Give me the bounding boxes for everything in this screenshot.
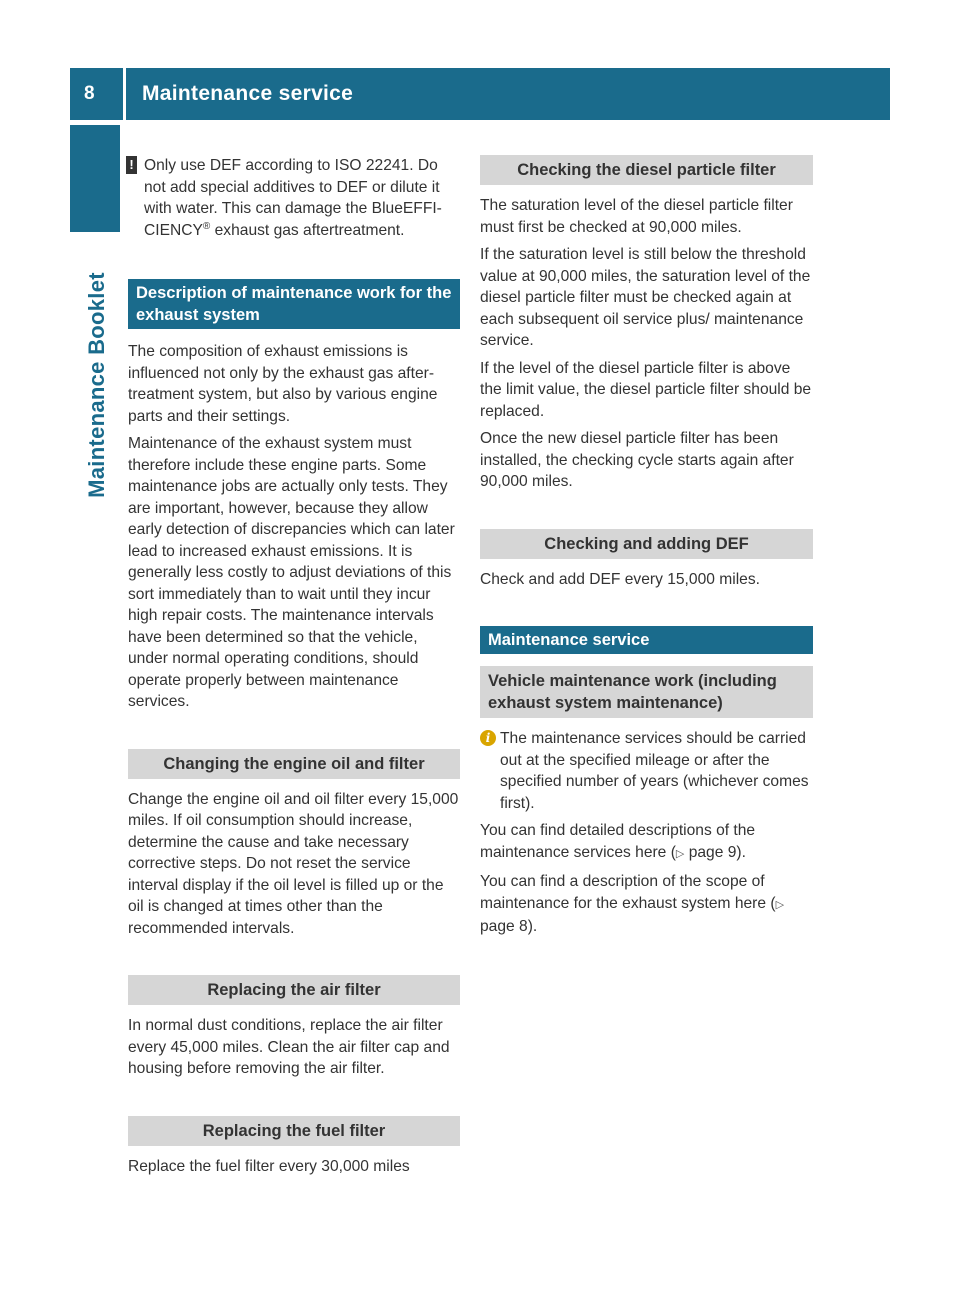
paragraph: The composition of exhaust emissions is influenced not only by the exhaust gas aftertreatment system, but also by various engine parts and their settings. [128,343,438,425]
section-heading-air-filter: Replacing the air filter [128,975,460,1005]
paragraph-text: You can find detailed descriptions of the maintenance services here ( [480,822,756,861]
page-ref-arrow-icon: ▷ [775,898,785,911]
section-heading-exhaust-description: Description of maintenance work for the exhaust system [128,279,460,329]
warning-icon: ! [126,156,137,174]
left-column [128,155,460,1183]
paragraph: Replace the fuel filter every 30,000 miles [128,1157,410,1175]
warning-text-2: exhaust gas aftertreatment. [210,221,405,239]
warning-note [128,155,460,241]
sidebar-label: Maintenance Booklet [84,272,109,498]
page-header [70,68,890,120]
right-column [480,155,813,944]
info-icon: i [480,730,496,746]
section-heading-maintenance-service: Maintenance service [480,626,813,654]
paragraph: If the saturation level is still below the threshold value at 90,000 miles, the saturation level of the diesel particle filter must be checked again at each subsequent oil service plus/ maintenance service. [480,246,811,349]
header-title: Maintenance service [142,82,354,105]
paragraph [480,871,813,938]
paragraph: Maintenance of the exhaust system must therefore include these engine parts. Some maintenance jobs are actually only tests. They are important, however, because they allow early detection of discrepancies which can later lead to increased exhaust emissions. It is generally less costly to adjust deviations of this sort immediately than to wait until they incur high repair costs. The maintenance intervals have been determined so that the vehicle, under normal operating conditions, should operate properly between maintenance services. [128,435,455,710]
paragraph: Change the engine oil and oil filter every 15,000 miles. If oil consumption should increase, determine the cause and take necessary corrective steps. Do not reset the service interval display if the oil level is filled up or the oil is changed at times other than the recommended intervals. [128,790,459,937]
paragraph: If the level of the diesel particle filter is above the limit value, the diesel particle filter should be replaced. [480,359,812,420]
section-heading-diesel-particle-filter: Checking the diesel particle filter [480,155,813,185]
paragraph-text: You can find a description of the scope of maintenance for the exhaust system here ( [480,873,776,912]
section-heading-fuel-filter: Replacing the fuel filter [128,1116,460,1146]
info-note [480,728,813,814]
page-reference-link[interactable]: page 8). [480,918,538,935]
paragraph: The saturation level of the diesel particle filter must first be checked at 90,000 miles. [480,197,793,236]
paragraph [480,820,813,865]
info-text: The maintenance services should be carried out at the specified mileage or after the specified number of years (whichever comes first). [500,730,809,812]
section-heading-engine-oil: Changing the engine oil and filter [128,749,460,779]
sidebar-color-block [70,125,120,232]
paragraph: Check and add DEF every 15,000 miles. [480,570,760,588]
paragraph: Once the new diesel particle filter has been installed, the checking cycle starts again after 90,000 miles. [480,430,794,490]
warning-text-1: Only use DEF according to ISO 22241. Do not add special additives to DEF or dilute it with water. This can damage the BlueEFFICIENCY [144,157,442,239]
page-ref-arrow-icon: ▷ [675,847,685,860]
section-heading-def: Checking and adding DEF [480,529,813,559]
paragraph: In normal dust conditions, replace the air filter every 45,000 miles. Clean the air filter cap and housing before removing the air filter. [128,1017,450,1077]
registered-mark: ® [202,220,211,232]
section-heading-vehicle-maintenance: Vehicle maintenance work (including exhaust system maintenance) [480,666,813,718]
page-number: 8 [70,68,126,120]
page-reference-link[interactable]: page 9). [688,843,746,861]
